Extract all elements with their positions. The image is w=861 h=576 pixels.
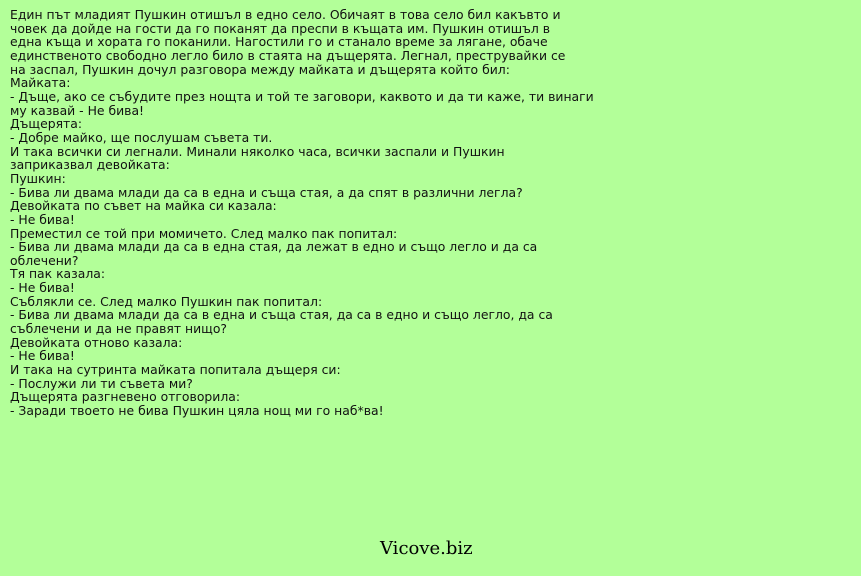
joke-text xyxy=(10,8,610,418)
text-line: Майката: xyxy=(10,75,71,91)
text-line: облечени? xyxy=(10,252,79,268)
text-line: заприказвал девойката: xyxy=(10,157,170,173)
text-line: - Добре майко, ще послушам съвета ти. xyxy=(10,129,273,145)
text-line: Дъщерята: xyxy=(10,116,83,132)
text-line: му казвай - Не бива! xyxy=(10,102,145,118)
text-line: една къща и хората го поканили. Нагостили го и станало време за лягане, обаче xyxy=(10,34,548,50)
text-line: Съблякли се. След малко Пушкин пак попитал: xyxy=(10,293,323,309)
text-line: - Дъще, ако се събудите през нощта и той те заговори, каквото и да ти каже, ти винаги xyxy=(10,88,594,104)
text-line: Дъщерята разгневено отговорила: xyxy=(10,389,241,405)
text-line: Тя пак казала: xyxy=(10,266,106,282)
text-line: - Не бива! xyxy=(10,280,75,296)
text-line: Пушкин: xyxy=(10,170,66,186)
text-line: И така на сутринта майката попитала дъщеря си: xyxy=(10,362,341,378)
text-line: - Бива ли двама млади да са в една стая, да лежат в едно и също легло и да са xyxy=(10,239,538,255)
text-line: - Бива ли двама млади да са в една и съща стая, да са в едно и също легло, да са xyxy=(10,307,553,323)
site-watermark: Vicove.biz xyxy=(380,538,473,559)
text-line: - Бива ли двама млади да са в една и съща стая, а да спят в различни легла? xyxy=(10,184,523,200)
text-line: на заспал, Пушкин дочул разговора между майката и дъщерята който бил: xyxy=(10,61,510,77)
text-line: И така всички си легнали. Минали няколко часа, всички заспали и Пушкин xyxy=(10,143,505,159)
text-line: Преместил се той при момичето. След малко пак попитал: xyxy=(10,225,398,241)
text-line: човек да дойде на гости да го поканят да преспи в къщата им. Пушкин отишъл в xyxy=(10,20,551,36)
text-line: - Не бива! xyxy=(10,348,75,364)
text-line: единственото свободно легло било в стаята на дъщерята. Легнал, преструвайки се xyxy=(10,47,566,63)
text-line: - Послужи ли ти съвета ми? xyxy=(10,375,193,391)
text-line: Един път младият Пушкин отишъл в едно село. Обичаят в това село бил какъвто и xyxy=(10,7,561,22)
text-line: съблечени и да не правят нищо? xyxy=(10,321,227,337)
text-line: Девойката отново казала: xyxy=(10,334,183,350)
text-line: - Не бива! xyxy=(10,211,75,227)
text-line: - Заради твоето не бива Пушкин цяла нощ ми го наб*ва! xyxy=(10,403,384,419)
text-line: Девойката по съвет на майка си казала: xyxy=(10,198,277,214)
